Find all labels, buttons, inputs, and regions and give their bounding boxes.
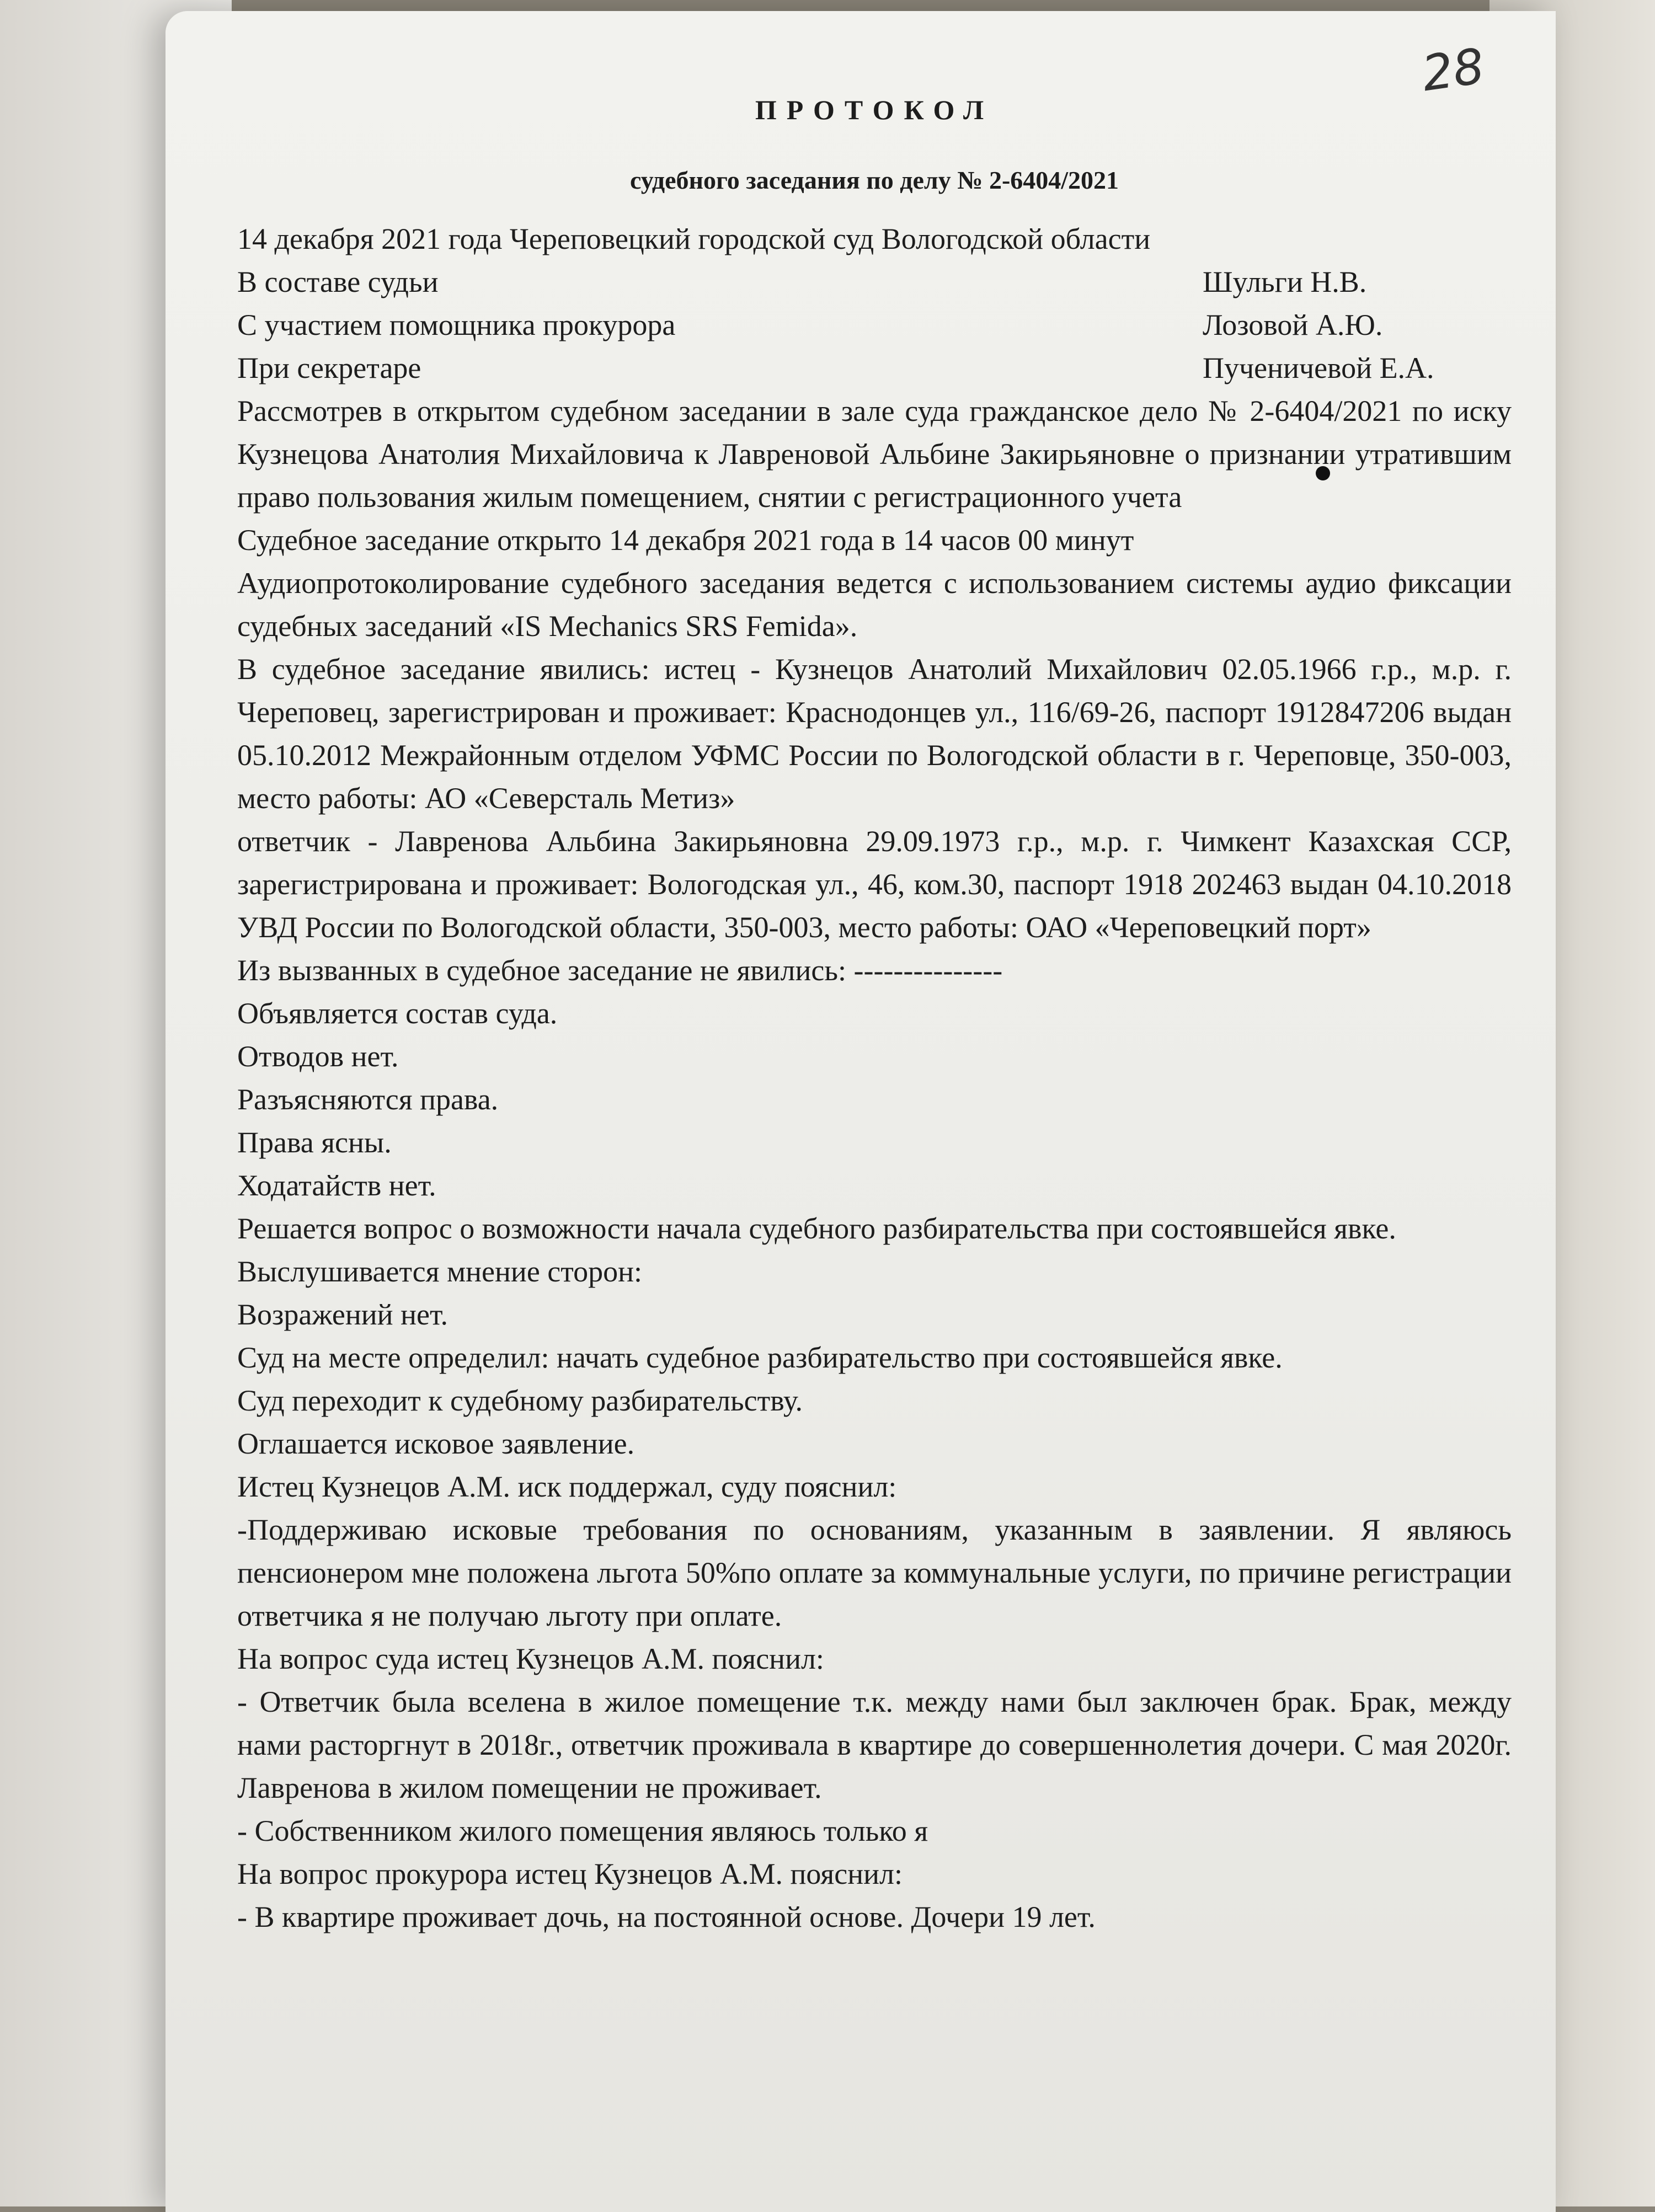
plaintiff-answer: - В квартире проживает дочь, на постоянной основе. Дочери 19 лет. [237,1900,1096,1933]
judge-label: В составе судьи [237,265,439,298]
procedure-line: Решается вопрос о возможности начала судебного разбирательства при состоявшейся явке. [237,1212,1396,1245]
date-court-line: 14 декабря 2021 года Череповецкий городской суд Вологодской области [237,222,1151,255]
document-subtitle: судебного заседания по делу № 2-6404/2021 [629,166,1119,194]
procedure-line: Ходатайств нет. [237,1169,436,1202]
judge-row [237,260,1512,303]
court-question-intro: На вопрос суда истец Кузнецов А.М. пояснил: [237,1642,824,1675]
secretary-name: Пученичевой Е.А. [1203,351,1434,384]
plaintiff-details: В судебное заседание явились: истец - Кузнецов Анатолий Михайлович 02.05.1966 г.р., м.р. г. Череповец, зарегистрирован и проживает: Краснодонцев ул., 116/69-26, паспорт 1912847206 выдан 05.10.2012 Межрайонным отделом УФМС России по Вологодской области в г. Череповце, 350-003, место работы: АО «Северсталь Метиз» [237,653,1512,815]
audio-recording-note: Аудиопротоколирование судебного заседания ведется с использованием системы аудио фиксации судебных заседаний «IS Mechanics SRS Femida». [237,567,1512,643]
procedure-line: Оглашается исковое заявление. [237,1427,635,1460]
protocol-page [166,11,1556,2212]
case-description: Рассмотрев в открытом судебном заседании в зале суда гражданское дело № 2-6404/2021 по иску Кузнецова Анатолия Михайловича к Лавреновой Альбине Закирьяновне о признании утратившим право пользования жилым помещением, снятии с регистрационного учета [237,394,1512,514]
plaintiff-statement-intro: Истец Кузнецов А.М. иск поддержал, суду пояснил: [237,1470,897,1503]
prosecutor-label: С участием помощника прокурора [237,308,676,341]
judge-name: Шульги Н.В. [1203,265,1367,298]
procedure-line: Суд на месте определил: начать судебное разбирательство при состоявшейся явке. [237,1341,1283,1374]
session-opened: Судебное заседание открыто 14 декабря 2021 года в 14 часов 00 минут [237,523,1134,557]
plaintiff-answer: - Собственником жилого помещения являюсь только я [237,1814,928,1847]
procedure-line: Объявляется состав суда. [237,997,558,1030]
prosecutor-row [237,303,1512,346]
handwritten-page-number: 28 [1418,37,1488,103]
plaintiff-answer: - Ответчик была вселена в жилое помещение т.к. между нами был заключен брак. Брак, между нами расторгнут в 2018г., ответчик проживала в квартире до совершеннолетия дочери. С мая 2020г. Лавренова в жилом помещении не проживает. [237,1685,1512,1804]
procedure-line: Выслушивается мнение сторон: [237,1255,643,1288]
prosecutor-name: Лозовой А.Ю. [1203,308,1383,341]
secretary-label: При секретаре [237,351,421,384]
defendant-details: ответчик - Лавренова Альбина Закирьяновна 29.09.1973 г.р., м.р. г. Чимкент Казахская ССР, зарегистрирована и проживает: Вологодская ул., 46, ком.30, паспорт 1918 202463 выдан 04.10.2018 УВД России по Вологодской области, 350-003, место работы: ОАО «Череповецкий порт» [237,825,1512,944]
secretary-row [237,346,1512,389]
procedure-line: Разъясняются права. [237,1083,499,1116]
prosecutor-question-intro: На вопрос прокурора истец Кузнецов А.М. пояснил: [237,1857,903,1890]
document-body [237,88,1512,1938]
procedure-line: Отводов нет. [237,1040,399,1073]
procedure-line: Возражений нет. [237,1298,448,1331]
procedure-line: Суд переходит к судебному разбирательству. [237,1384,803,1417]
plaintiff-statement: -Поддерживаю исковые требования по основаниям, указанным в заявлении. Я являюсь пенсионером мне положена льгота 50%по оплате за коммунальные услуги, по причине регистрации ответчика я не получаю льготу при оплате. [237,1513,1512,1632]
absent-line: Из вызванных в судебное заседание не явились: --------------- [237,954,1003,987]
document-title: ПРОТОКОЛ [755,94,994,125]
procedure-line: Права ясны. [237,1126,392,1159]
